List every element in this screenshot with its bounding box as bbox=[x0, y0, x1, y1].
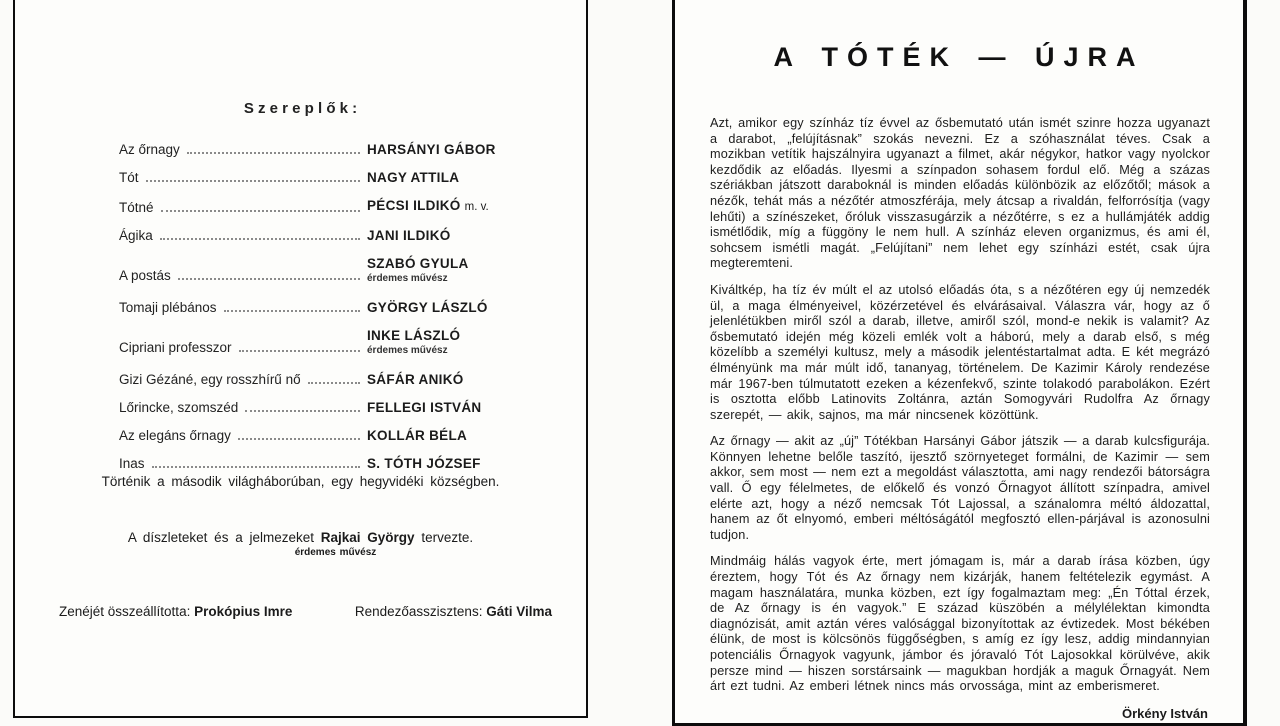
cast-row bbox=[119, 454, 519, 473]
dotted-leader bbox=[224, 310, 360, 312]
left-page bbox=[13, 0, 588, 718]
music-credit-name: Prokópius Imre bbox=[194, 604, 293, 619]
cast-row bbox=[119, 398, 519, 417]
cast-role: Tót bbox=[119, 170, 139, 185]
dotted-leader bbox=[178, 278, 360, 280]
cast-actor: FELLEGI ISTVÁN bbox=[367, 400, 482, 415]
cast-actor: SÁFÁR ANIKÓ bbox=[367, 372, 464, 387]
cast-row bbox=[119, 168, 519, 187]
cast-list bbox=[119, 140, 519, 482]
cast-role: Inas bbox=[119, 456, 145, 471]
cast-actor: GYÖRGY LÁSZLÓ bbox=[367, 300, 488, 315]
cast-role: Cipriani professzor bbox=[119, 340, 232, 355]
right-page bbox=[672, 0, 1247, 726]
dotted-leader bbox=[238, 438, 360, 440]
article-title: A TÓTÉK — ÚJRA bbox=[773, 42, 1145, 72]
cast-actor: INKE LÁSZLÓ bbox=[367, 328, 461, 343]
article-paragraph: Mindmáig hálás vagyok érte, mert jómagam is, már a darab írása közben, úgy éreztem, hogy Tót és Az őrnagy nem kizárják, hanem feltételezik egymást. A magam használatára, munka közben, ezt így fogalmaztam meg: „Én Tóttal érzek, de Az őrnagy is én vagyok.” E század küszöbén a mélylélektan kimondta diagnózisát, amit aztán véres valósággal bizonyítottak az évtizedek. Most békében élünk, de most is kölcsönös függőségben, s amíg ez így lesz, addig mindannyian potenciális Őrnagyok vagyunk, jámbor és jóravaló Tót Lajosokkal körülvéve, akik persze mind — hiszen sorstársaink — magukban hordják a maguk Őrnagyát. Nem árt ezt tudni. Az emberi létnek nincs más orvossága, mint az emberismeret. bbox=[710, 554, 1210, 694]
cast-actor: JANI ILDIKÓ bbox=[367, 228, 451, 243]
cast-role: Tomaji plébános bbox=[119, 300, 217, 315]
dotted-leader bbox=[187, 152, 360, 154]
cast-actor: PÉCSI ILDIKÓ bbox=[367, 198, 461, 213]
designer-name: Rajkai György bbox=[320, 530, 415, 545]
music-credit-label: Zenéjét összeállította: bbox=[59, 604, 191, 619]
article-paragraph: Az őrnagy — akit az „új” Tótékban Harsányi Gábor játszik — a darab kulcsfigurája. Könnyen lehetne belőle taszító, ijesztő szörnyeteget formálni, de Kazimir — sem akkor, sem most — nem ezt a megoldást választotta, ami nagy rendezői bátorságra vall. Ő egy félelmetes, de előkelő és vonzó Őrnagyot állított színpadra, amivel elérte azt, hogy a néző nemcsak Tót Lajossal, a szánalomra méltó áldozattal, hanem az őt elnyomó, emberi méltóságától megfosztó ellen-párjával is azonosulni tudjon. bbox=[710, 434, 1210, 542]
assistant-credit-name: Gáti Vilma bbox=[486, 604, 552, 619]
cast-role: A postás bbox=[119, 268, 171, 283]
guest-artist-suffix: m. v. bbox=[464, 201, 489, 213]
cast-row bbox=[119, 298, 519, 317]
design-credit bbox=[15, 530, 586, 558]
cast-role: Tótné bbox=[119, 200, 154, 215]
design-credit-suffix: tervezte. bbox=[421, 530, 474, 545]
cast-role: Lőrincke, szomszéd bbox=[119, 400, 239, 415]
cast-row bbox=[119, 226, 519, 245]
cast-role: Gizi Gézáné, egy rosszhírű nő bbox=[119, 372, 301, 387]
cast-row bbox=[119, 326, 519, 357]
dotted-leader bbox=[245, 410, 360, 412]
cast-row bbox=[119, 140, 519, 159]
music-credit bbox=[59, 604, 292, 619]
cast-actor: KOLLÁR BÉLA bbox=[367, 428, 468, 443]
article-paragraph: Kiváltkép, ha tíz év múlt el az utolsó előadás óta, s a nézőtéren egy új nemzedék ül, a maga élményeivel, közérzetével és elvárásaival. Válaszra vár, hogy az ő jelenlétükben miről szól a darab, illetve, amiről szól, mond-e nekik is valamit? Az ősbemutató idején még közeli emlék volt a háború, mely a darab első, s még közelíbb a személyi kultusz, mely a második jelentéstartalmat adta. E két megrázó élményünk ma már múlt idő, tananyag, történelem. De Kazimir Károly rendezése már 1967-ben túlmutatott ezeken a kézenfekvő, szinte tolakodó parabolákon. Ezért is osztotta előbb Latinovits Zoltánra, aztán Somogyvári Rudolfra Az őrnagy szerepét, — akik, sajnos, ma már nincsenek közöttünk. bbox=[710, 282, 1210, 422]
dotted-leader bbox=[160, 238, 360, 240]
honored-artist-note: érdemes művész bbox=[367, 273, 448, 284]
honored-artist-note: érdemes művész bbox=[294, 547, 377, 558]
cast-heading: S z e r e p l ő k : bbox=[243, 100, 358, 117]
cast-row bbox=[119, 426, 519, 445]
setting-line: Történik a második világháborúban, egy hegyvidéki községben. bbox=[101, 474, 500, 489]
dotted-leader bbox=[152, 466, 360, 468]
author-signature: Örkény István bbox=[1122, 705, 1208, 721]
dotted-leader bbox=[239, 350, 360, 352]
cast-actor: NAGY ATTILA bbox=[367, 170, 460, 185]
cast-role: Az elegáns őrnagy bbox=[119, 428, 231, 443]
cast-actor: SZABÓ GYULA bbox=[367, 256, 469, 271]
design-credit-prefix: A díszleteket és a jelmezeket bbox=[127, 530, 314, 545]
cast-actor: HARSÁNYI GÁBOR bbox=[367, 142, 496, 157]
assistant-credit-label: Rendezőasszisztens: bbox=[354, 604, 483, 619]
dotted-leader bbox=[161, 210, 360, 212]
cast-role: Ágika bbox=[119, 228, 153, 243]
cast-actor: S. TÓTH JÓZSEF bbox=[367, 456, 481, 471]
dotted-leader bbox=[146, 180, 360, 182]
cast-row bbox=[119, 196, 519, 217]
cast-row bbox=[119, 254, 519, 285]
article-paragraph: Azt, amikor egy színház tíz évvel az ősbemutató után ismét szinre hozza ugyanazt a darabot, „felújításnak” szokás nevezni. Ez a szóhasználat téves. Csak a mozikban vetítik hajszálnyira ugyanazt a filmet, akár négykor, hatkor vagy nyolckor kezdődik az előadás. Ilyesmi a színpadon sohasem fordul elő. Még a százas szériákban játszott daraboknál is minden előadás különbözik az előzőtől; mások a nézők, tehát más a nézőtér atmoszférája, mely átcsap a rivaldán, felforrósítja (vagy lehűti) a színészeket, őróluk visszasugárzik a nézőtérre, s ez a hullámjáték addig ismétlődik, míg a függöny le nem hull. A színház eleven organizmus, és ami él, sohcsem ismétli magát. „Felújítani” nem lehet egy színházi estét, csak újra megteremteni. bbox=[710, 116, 1210, 271]
cast-row bbox=[119, 370, 519, 389]
article-body bbox=[710, 116, 1210, 721]
assistant-credit bbox=[355, 604, 552, 619]
honored-artist-note: érdemes művész bbox=[367, 345, 448, 356]
dotted-leader bbox=[308, 382, 360, 384]
cast-role: Az őrnagy bbox=[119, 142, 180, 157]
credits-row bbox=[17, 604, 588, 619]
